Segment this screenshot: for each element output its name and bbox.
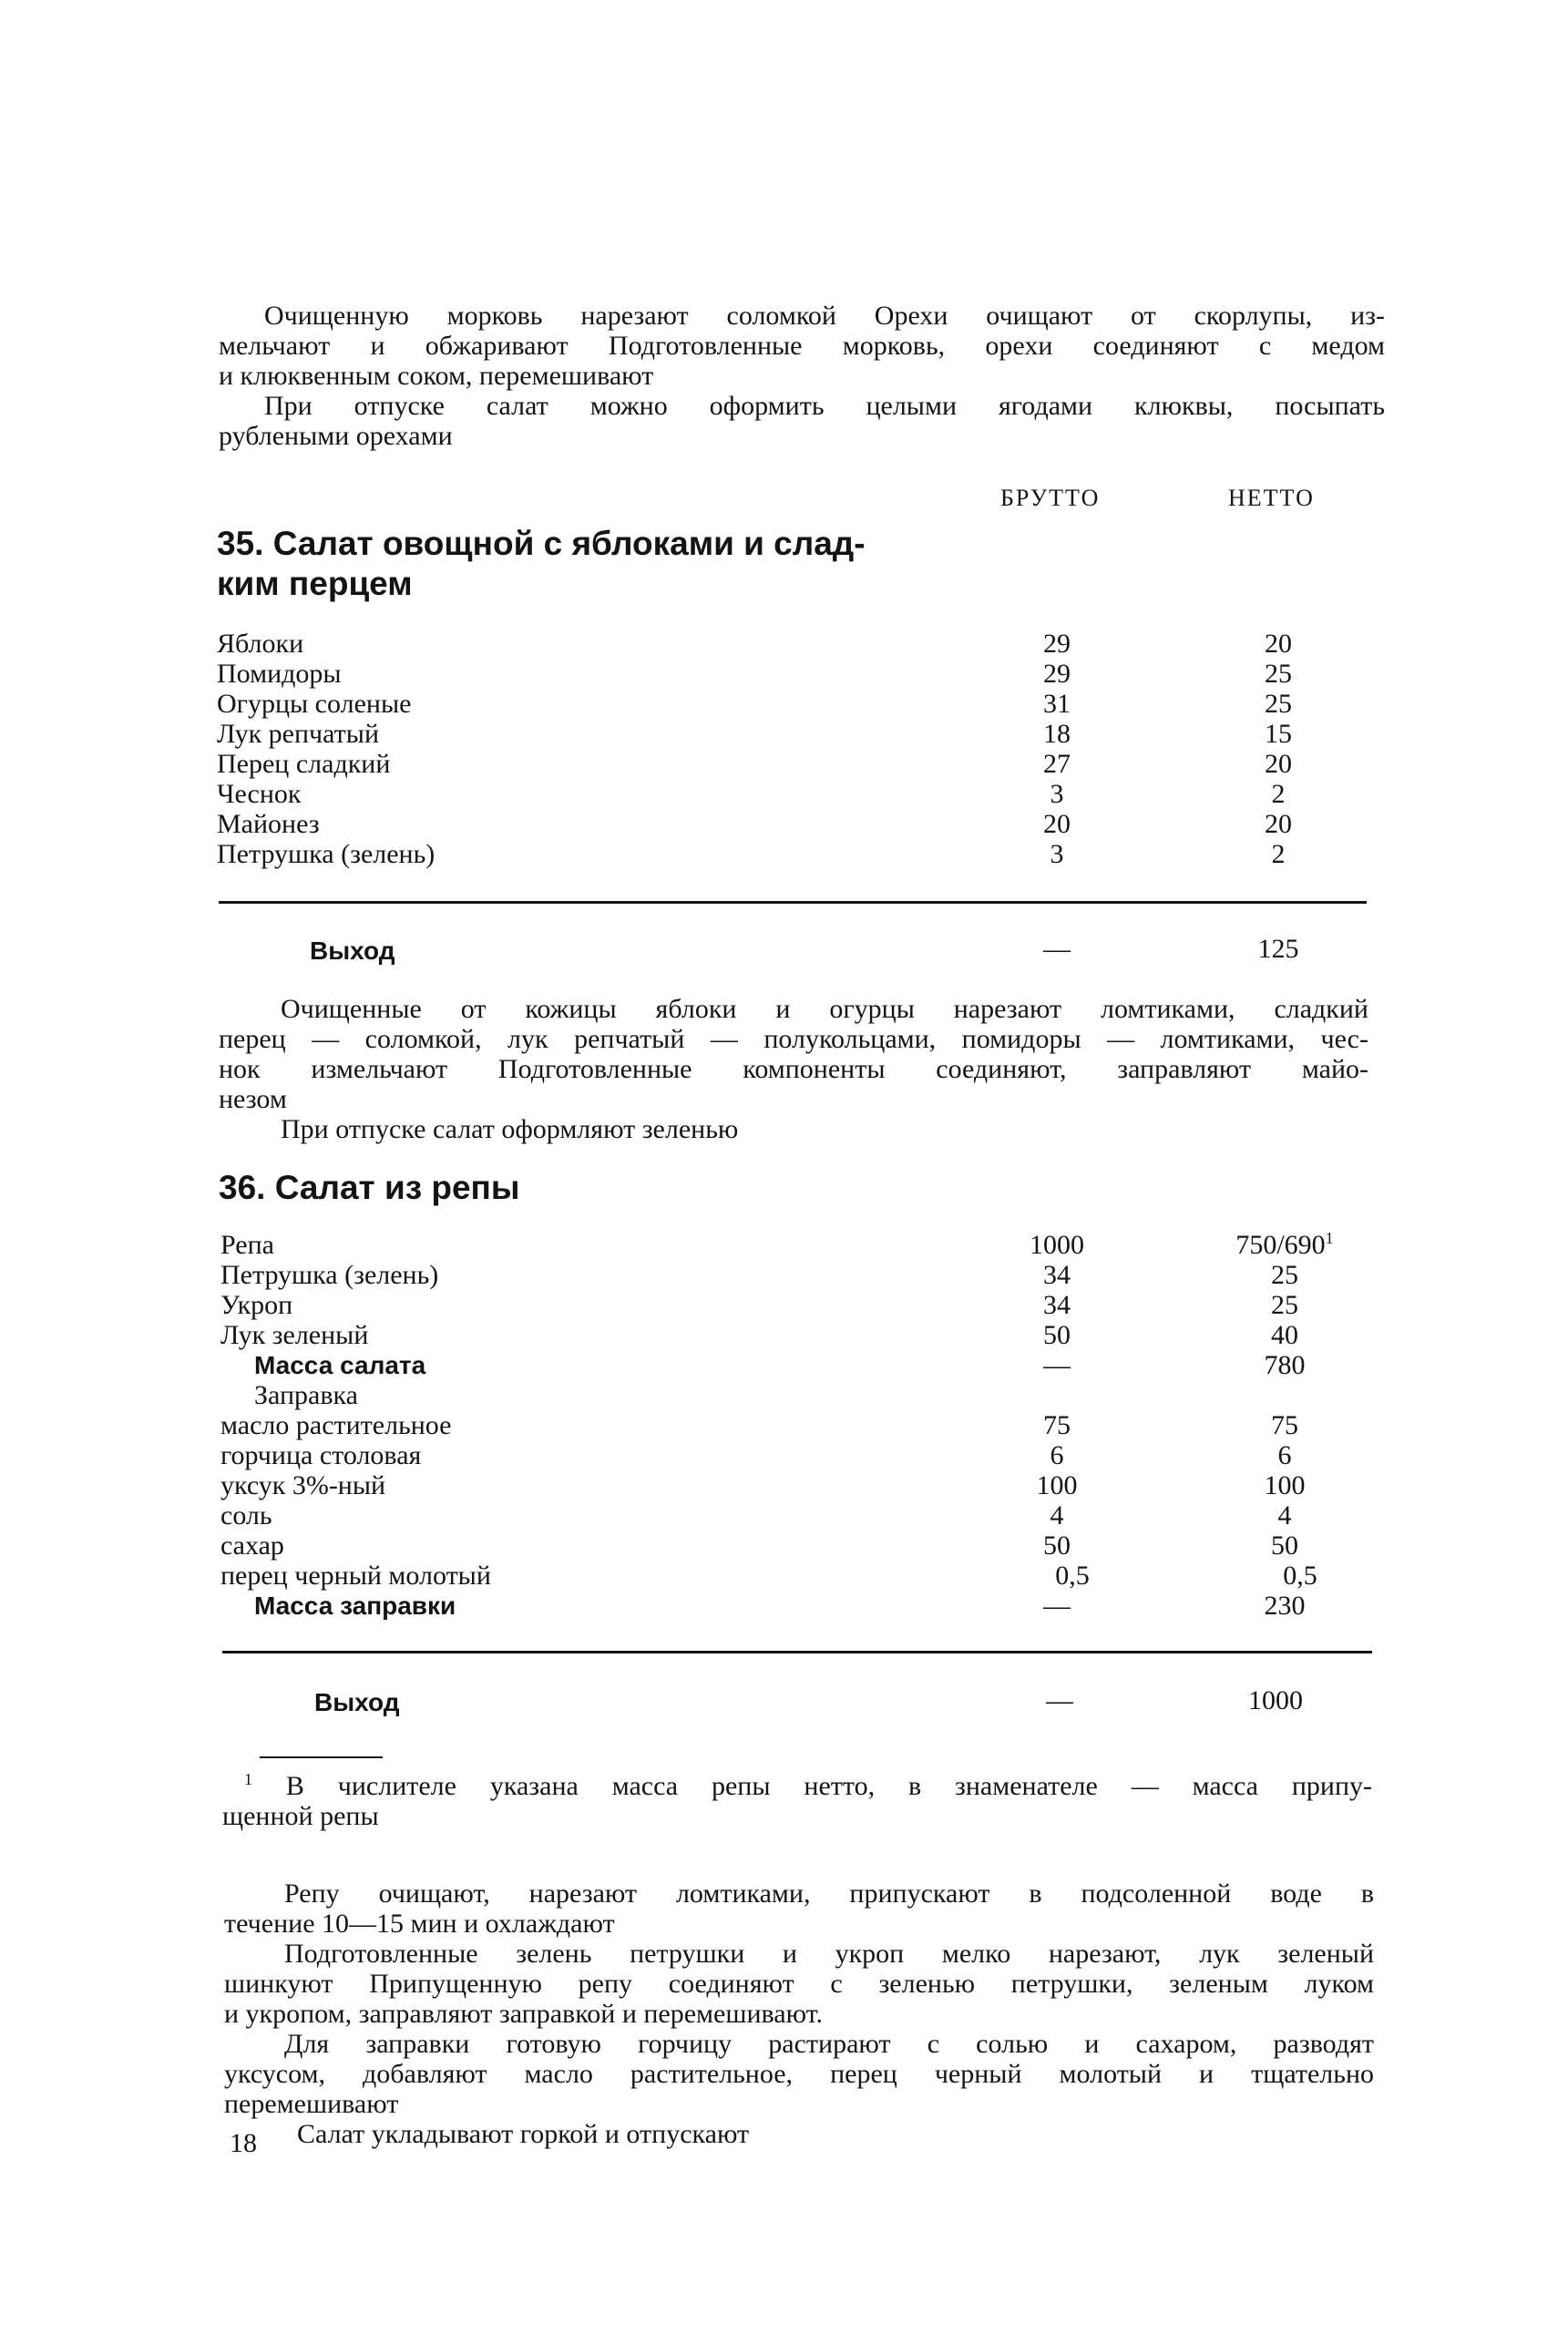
ingredient-name: Огурцы соленые: [217, 689, 412, 719]
netto-value: 40: [1271, 1320, 1298, 1350]
netto-value: 25: [1265, 689, 1292, 719]
text-line: и укропом, заправляют заправкой и перемешивают.: [224, 1999, 823, 2029]
netto-value: 20: [1265, 809, 1292, 839]
brutto-value: 34: [1043, 1290, 1071, 1320]
recipe-36-title: 36. Салат из репы: [219, 1169, 520, 1206]
ingredient-name: уксук 3%-ный: [220, 1470, 386, 1500]
netto-value: 0,5: [1283, 1561, 1317, 1591]
ingredient-name: Лук репчатый: [217, 719, 379, 749]
netto-value: [1212, 1230, 1358, 1260]
netto-value: 25: [1271, 1260, 1298, 1290]
brutto-value: 18: [1043, 719, 1071, 749]
brutto-value: 3: [1050, 779, 1064, 809]
ingredient-name: соль: [220, 1500, 272, 1530]
text-line: Репу очищают, нарезают ломтиками, припускают в подсоленной воде в: [284, 1878, 1374, 1909]
brutto-value: 29: [1043, 629, 1071, 659]
divider-rule: [219, 901, 1367, 904]
footnote-line: [222, 1771, 1372, 1801]
netto-value: 2: [1271, 779, 1286, 809]
ingredient-name: Яблоки: [217, 629, 304, 659]
netto-value: 100: [1264, 1470, 1306, 1500]
brutto-value: 20: [1043, 809, 1071, 839]
intro-paragraph-2: [219, 391, 1385, 451]
brutto-value: 6: [1050, 1440, 1064, 1470]
ingredient-name: перец черный молотый: [220, 1561, 491, 1591]
subtotal-name: Масса салата: [254, 1351, 426, 1379]
title-line: 35. Салат овощной с яблоками и слад-: [217, 525, 866, 562]
text-line: рублеными орехами: [219, 421, 453, 451]
brutto-value: —: [1043, 1350, 1071, 1380]
netto-value: 15: [1265, 719, 1292, 749]
recipe-36-method: [224, 1878, 1374, 2149]
netto-value: 25: [1271, 1290, 1298, 1320]
text-line: Очищенные от кожицы яблоки и огурцы нарезают ломтиками, сладкий: [281, 994, 1368, 1024]
footnote-rule: [260, 1756, 383, 1758]
brutto-value: —: [1043, 1591, 1071, 1621]
netto-value: 25: [1265, 659, 1292, 689]
netto-value: 780: [1264, 1350, 1306, 1380]
recipe-36-yield-netto: 1000: [1248, 1685, 1303, 1715]
brutto-value: 3: [1050, 839, 1064, 869]
column-header-brutto: БРУТТО: [1000, 485, 1101, 511]
ingredient-name: Петрушка (зелень): [220, 1260, 439, 1290]
ingredient-name: Помидоры: [217, 659, 342, 689]
page-number: 18: [230, 2128, 257, 2158]
title-line: ким перцем: [217, 565, 413, 602]
recipe-35-yield-netto: 125: [1257, 934, 1299, 964]
netto-value: 6: [1277, 1440, 1292, 1470]
brutto-value: 4: [1050, 1500, 1064, 1530]
recipe-35-yield-brutto: —: [1043, 934, 1071, 964]
recipe-36-yield-label: Выход: [314, 1688, 400, 1716]
recipe-35-title: [217, 524, 866, 604]
footnote: [222, 1771, 1372, 1831]
recipe-35-yield-label: Выход: [310, 937, 395, 965]
text-line: шинкуют Припущенную репу соединяют с зеленью петрушки, зеленым луком: [224, 1969, 1374, 1999]
ingredient-name: Репа: [220, 1230, 274, 1260]
brutto-value: 0,5: [1055, 1561, 1090, 1591]
text-line: При отпуске салат оформляют зеленью: [281, 1114, 739, 1144]
subtotal-name: Масса заправки: [254, 1592, 456, 1620]
ingredient-name: Лук зеленый: [220, 1320, 369, 1350]
ingredient-name: горчица столовая: [220, 1440, 422, 1470]
footnote-mark: 1: [244, 1770, 252, 1788]
ingredient-name: сахар: [220, 1530, 284, 1561]
text-line: течение 10—15 мин и охлаждают: [224, 1909, 615, 1939]
netto-value: 50: [1271, 1530, 1298, 1561]
ingredient-name: Майонез: [217, 809, 320, 839]
ingredient-name: Петрушка (зелень): [217, 839, 436, 869]
brutto-value: 50: [1043, 1320, 1071, 1350]
ingredient-name: Чеснок: [217, 779, 302, 809]
subheading-name: Заправка: [254, 1380, 358, 1410]
footnote-line: щенной репы: [222, 1801, 379, 1831]
brutto-value: 100: [1036, 1470, 1078, 1500]
netto-value: 20: [1265, 749, 1292, 779]
brutto-value: 1000: [1030, 1230, 1084, 1260]
brutto-value: 34: [1043, 1260, 1071, 1290]
text-line: При отпуске салат можно оформить целыми ягодами клюквы, посыпать: [264, 391, 1385, 421]
text-line: Очищенную морковь нарезают соломкой Орехи очищают от скорлупы, из-: [264, 301, 1385, 331]
brutto-value: 27: [1043, 749, 1071, 779]
brutto-value: 29: [1043, 659, 1071, 689]
text-line: незом: [219, 1084, 287, 1114]
text-line: и клюквенным соком, перемешивают: [219, 361, 654, 391]
text-line: Салат укладывают горкой и отпускают: [297, 2119, 750, 2149]
netto-value: 2: [1271, 839, 1286, 869]
netto-value: 4: [1277, 1500, 1292, 1530]
text-line: уксусом, добавляют масло растительное, перец черный молотый и тщательно: [224, 2059, 1374, 2089]
brutto-value: 31: [1043, 689, 1071, 719]
ingredient-name: Перец сладкий: [217, 749, 391, 779]
text-line: перец — соломкой, лук репчатый — полукольцами, помидоры — ломтиками, чес-: [219, 1024, 1368, 1054]
column-header-netto: НЕТТО: [1228, 485, 1315, 511]
text-line: Для заправки готовую горчицу растирают с солью и сахаром, разводят: [284, 2029, 1374, 2059]
brutto-value: 75: [1043, 1410, 1071, 1440]
recipe-35-method: [219, 994, 1368, 1144]
recipe-35-ingredients: [217, 629, 1365, 875]
netto-value: 75: [1271, 1410, 1298, 1440]
ingredient-name: масло растительное: [220, 1410, 452, 1440]
divider-rule: [222, 1651, 1372, 1653]
text-line: перемешивают: [224, 2089, 399, 2119]
netto-value-text: 750/690: [1235, 1230, 1326, 1260]
footnote-text: В числителе указана масса репы нетто, в знаменателе — масса припу-: [285, 1771, 1373, 1801]
footnote-ref: 1: [1325, 1229, 1334, 1247]
text-line: мельчают и обжаривают Подготовленные морковь, орехи соединяют с медом: [219, 331, 1385, 361]
netto-value: 230: [1264, 1591, 1306, 1621]
ingredient-name: Укроп: [220, 1290, 293, 1320]
text-line: Подготовленные зелень петрушки и укроп мелко нарезают, лук зеленый: [284, 1939, 1374, 1969]
intro-paragraph-1: [219, 301, 1385, 391]
recipe-36-ingredients: [220, 1230, 1368, 1631]
text-line: нок измельчают Подготовленные компоненты соединяют, заправляют майо-: [219, 1054, 1368, 1084]
netto-value: 20: [1265, 629, 1292, 659]
recipe-36-yield-brutto: —: [1046, 1685, 1073, 1715]
brutto-value: 50: [1043, 1530, 1071, 1561]
